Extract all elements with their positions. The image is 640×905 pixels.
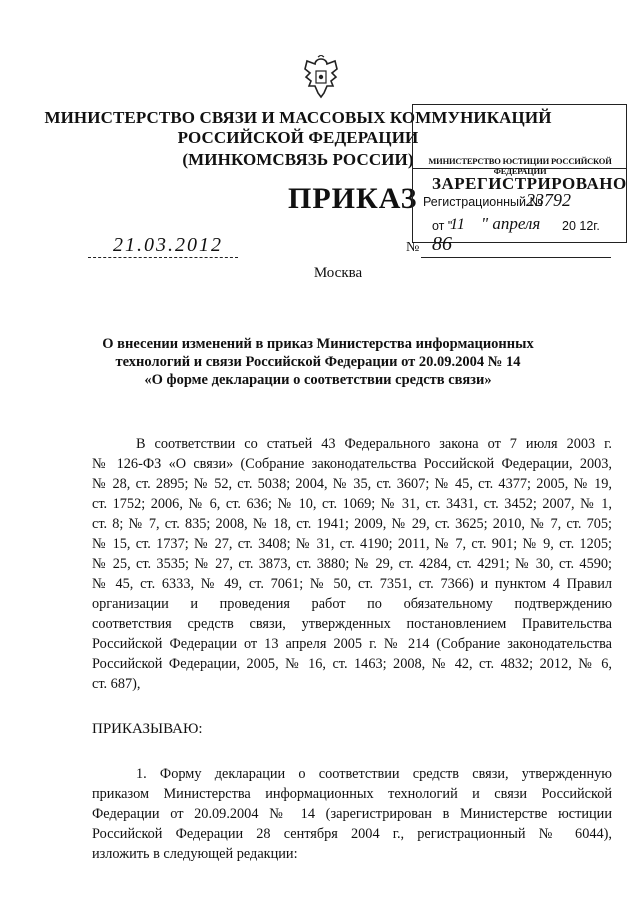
stamp-month: " апреля xyxy=(481,214,541,233)
order-date-underline xyxy=(88,257,238,258)
body-line: Федерации от 20.09.2004 № 14 (зарегистрирован в Министерстве юстиции xyxy=(92,806,612,822)
body-line: ст. 8; № 7, ст. 835; 2008, № 18, ст. 1941; 2009, № 29, ст. 3625; 2010, № 7, ст. 705; xyxy=(92,516,612,532)
body-line: изложить в следующей редакции: xyxy=(92,846,298,862)
body-line: № 126-ФЗ «О связи» (Собрание законодательства Российской Федерации, 2003, xyxy=(92,456,612,472)
stamp-year: 20 12г. xyxy=(562,219,600,233)
decree-word: ПРИКАЗЫВАЮ: xyxy=(92,721,203,737)
ministry-short-name: (МИНКОМСВЯЗЬ РОССИИ) xyxy=(182,150,414,169)
body-line: Российской Федерации 28 сентября 2004 г., регистрационный № 6044), xyxy=(92,826,612,842)
subject-line3: «О форме декларации о соответствии средств связи» xyxy=(144,372,492,388)
stamp-organization: МИНИСТЕРСТВО ЮСТИЦИИ РОССИЙСКОЙ ФЕДЕРАЦИИ xyxy=(428,156,612,176)
body-line: В соответствии со статьей 43 Федерального закона от 7 июля 2003 г. xyxy=(136,436,612,452)
stamp-status: ЗАРЕГИСТРИРОВАНО xyxy=(432,174,627,193)
body-line: ст. 687), xyxy=(92,676,141,692)
order-date: 21.03.2012 xyxy=(113,234,223,256)
ministry-name-line1: МИНИСТЕРСТВО СВЯЗИ И МАССОВЫХ КОММУНИКАЦИЙ xyxy=(44,108,552,127)
body-line: № 45, ст. 6333, № 49, ст. 7061; № 50, ст. 7351, ст. 7366) и пунктом 4 Правил xyxy=(92,576,612,592)
subject-line2: технологий и связи Российской Федерации от 20.09.2004 № 14 xyxy=(115,354,521,370)
body-line: Российской Федерации от 13 апреля 2005 г. № 214 (Собрание законодательства xyxy=(92,636,612,652)
body-line: № 25, ст. 3535; № 27, ст. 3873, ст. 3880; № 29, ст. 4284, ст. 4291; № 30, ст. 4590; xyxy=(92,556,612,572)
body-line: Российской Федерации, 2005, № 16, ст. 1463; 2008, № 42, ст. 4832; 2012, № 6, xyxy=(92,656,612,672)
stamp-from-label: от " xyxy=(432,219,453,233)
body-line: № 28, ст. 2895; № 52, ст. 5038; 2004, № 35, ст. 3607; № 45, ст. 4377; 2005, № 19, xyxy=(92,476,612,492)
stamp-divider xyxy=(412,168,626,169)
body-line: ст. 1752; 2006, № 6, ст. 636; № 10, ст. 1069; № 31, ст. 3431, ст. 3452; 2007, № 1, xyxy=(92,496,612,512)
stamp-day: 11 xyxy=(450,216,465,233)
body-line: 1. Форму декларации о соответствии средств связи, утвержденную xyxy=(136,766,612,782)
document-type-title: ПРИКАЗ xyxy=(288,182,418,215)
city xyxy=(0,265,640,282)
order-number: 86 xyxy=(432,233,452,255)
body-line: приказом Министерства информационных технологий и связи Российской xyxy=(92,786,612,802)
ministry-name-line2: РОССИЙСКОЙ ФЕДЕРАЦИИ xyxy=(177,128,419,147)
stamp-reg-label: Регистрационный № xyxy=(423,195,543,209)
body-line: соответствия средств связи, утвержденных постановлением Правительства xyxy=(92,616,612,632)
body-line: № 15, ст. 1737; № 27, ст. 3408; № 31, ст. 4190; 2011, № 7, ст. 901; № 9, ст. 1205; xyxy=(92,536,612,552)
coat-of-arms-emblem-icon xyxy=(301,55,341,101)
city-name: Москва xyxy=(313,265,363,281)
order-number-underline xyxy=(421,257,611,258)
body-line: организации и проведения работ по обязательному подтверждению xyxy=(92,596,612,612)
stamp-reg-number: 23792 xyxy=(526,190,571,210)
order-number-label: № xyxy=(406,240,420,255)
subject-line1: О внесении изменений в приказ Министерства информационных xyxy=(102,336,534,352)
